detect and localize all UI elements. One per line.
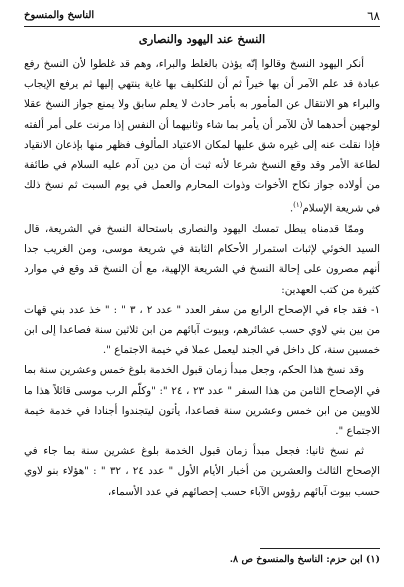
section-title: النسخ عند اليهود والنصارى xyxy=(138,32,266,46)
list-item-text: فقد جاء في الإصحاح الرابع من سفر العدد " عدد ٢ ، ٣ " : " خذ عدد بني قهات من بين بني لاوي حسب عشائرهم، وبيوت آبائهم من ابن ثلاثين سنة فصاعدا إلى ابن خمسين سنة، كل داخل في الجند ليعمل عملا في خيمة الاجتماع ". xyxy=(24,303,380,357)
page-number: ٦٨ xyxy=(367,9,380,23)
footnote-divider xyxy=(260,548,380,549)
paragraph-1-tail: . xyxy=(289,202,294,215)
list-item-1 xyxy=(24,300,380,361)
paragraph-1 xyxy=(24,54,380,219)
footnote-ref: (١) xyxy=(293,201,303,210)
list-marker: ١- xyxy=(371,303,381,316)
paragraph-1-text: أنكر اليهود النسخ وقالوا إنّه يؤذن بالغلط والبراء، وهم قد غلطوا لأن النسخ رفع عبادة قد علم الآمر أن بها خيراً ثم أن للتكليف بها غاية ينتهي إليها ثم يرفع الإيجاب والبراء هو الانتقال عن المأمور به بأمر حادث لا يعلم سابق ولا يمنع جواز النسخ عقلا لوجهين أحدهما لأن للآمر أن يأمر بما شاء وثانيهما أن النفس إذا مرنت على أمر ألفته فإذا نقلت عنه إلى غيره شق عليها لمكان الاعتياد المألوف فظهر منها بإذعان الانقياد لطاعة الأمر وقد وقع النسخ شرعا لأنه ثبت أن من دين آدم عليه السلام في طائفة من أولاده جواز نكاح الأخوات وذوات المحارم والعمل في يوم السبت ثم نسخ ذلك في شريعة الإسلام xyxy=(24,58,380,215)
page-header xyxy=(24,8,380,27)
paragraph-4: ثم نسخ ثانيا: فجعل مبدأ زمان قبول الخدمة بلوغ عشرين سنة بما جاء في الإصحاح الثالث والعشرين من أخبار الأيام الأول " عدد ٢٤ ، ٣٢ " : "هؤلاء بنو لاوي حسب بيوت آبائهم رؤوس الآباء حسب إحصائهم في عدد الأسماء، xyxy=(24,445,380,498)
paragraph-2: وممّا قدمناه يبطل تمسك اليهود والنصارى باستحالة النسخ في الشريعة، قال السيد الخوئي لإثبات استمرار الأحكام الثابتة في شريعة موسى، ومن الغريب جدا أنهم مصرون على إحالة النسخ في الشريعة الإلهية، مع أن النسخ قد وقع في موارد كثيرة من كتب العهدين: xyxy=(24,223,380,296)
page-body xyxy=(24,32,380,567)
footnote: (١) ابن حزم: الناسخ والمنسوخ ص ٨. xyxy=(229,554,380,565)
paragraph-3: وقد نسخ هذا الحكم، وجعل مبدأ زمان قبول الخدمة بلوغ خمس وعشرين سنة بما في الإصحاح الثامن من هذا السفر " عدد ٢٣ ، ٢٤ ": "وكلّم الرب موسى قائلاً هذا ما للاويين من ابن خمس وعشرين سنة فصاعدا، يأتون ليتجندوا أجنادا في خدمة خيمة الاجتماع ". xyxy=(24,364,381,438)
running-title: الناسخ والمنسوخ xyxy=(24,10,95,21)
